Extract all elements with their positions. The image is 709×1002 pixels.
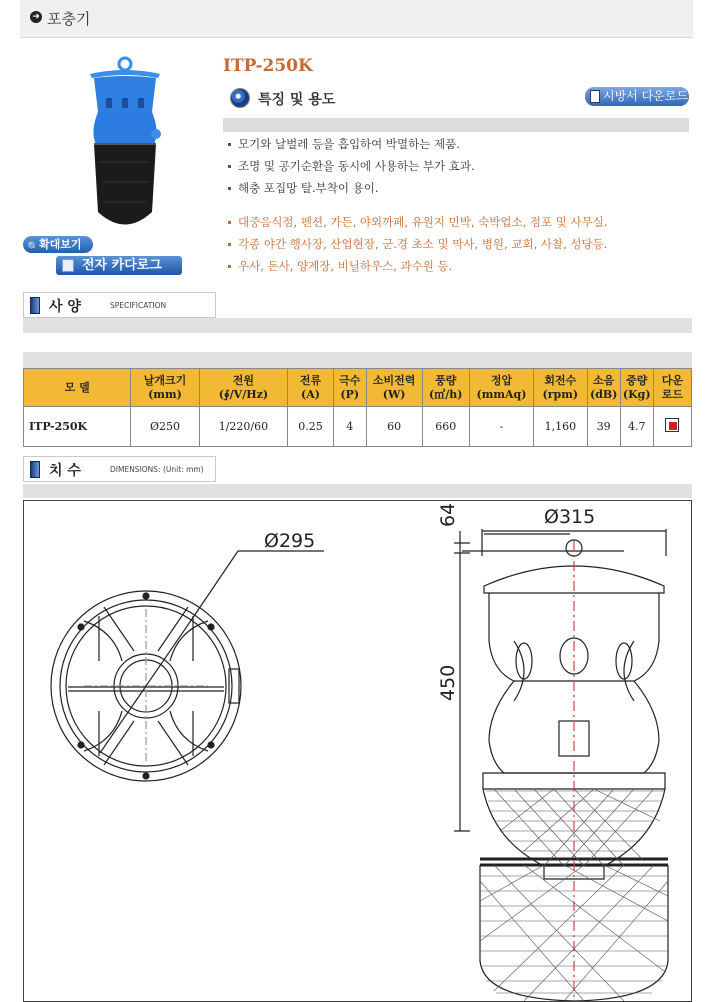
features-list	[228, 133, 475, 199]
cell-current: 0.25	[288, 407, 333, 447]
list-item: 조명 및 공기순환을 동시에 사용하는 부가 효과.	[228, 155, 475, 177]
magnifier-icon: 🔍	[27, 242, 40, 253]
top-view-diameter: Ø295	[264, 530, 316, 552]
spec-table	[23, 368, 692, 447]
body-height-dim: 450	[437, 664, 459, 701]
zoom-label: 확대보기	[39, 238, 82, 251]
catalog-icon	[62, 259, 74, 272]
cell-download[interactable]	[653, 407, 691, 447]
section-bar-icon	[30, 297, 40, 314]
th-rpm: 회전수 (rpm)	[533, 369, 587, 407]
cell-poles: 4	[333, 407, 366, 447]
top-height-dim: 64	[437, 502, 459, 527]
circle-arrow-right-icon: ➜	[30, 11, 42, 23]
zoom-button[interactable]	[23, 236, 93, 253]
spec-download-label: 시방서 다운로드	[603, 89, 688, 103]
list-item: 대중음식점, 펜션, 가든, 야외까페, 유원지 민박, 숙박업소, 점포 및 사무실.	[228, 211, 608, 233]
spec-download-button[interactable]	[585, 87, 689, 106]
dim-section-title: 치 수	[49, 463, 81, 479]
e-catalog-button[interactable]	[56, 256, 182, 275]
list-item: 모기와 날벌레 등을 흡입하여 박멸하는 제품.	[228, 133, 475, 155]
table-row	[24, 407, 692, 447]
section-bar-icon	[30, 461, 40, 478]
th-poles: 극수 (P)	[333, 369, 366, 407]
th-noise: 소음 (dB)	[587, 369, 620, 407]
dim-section-subtitle: DIMENSIONS: (Unit: mm)	[110, 465, 204, 474]
features-divider	[223, 118, 689, 132]
list-item: 해충 포집망 탈.부착이 용이.	[228, 177, 475, 199]
th-blade: 날개크기 (mm)	[131, 369, 199, 407]
spec-band	[23, 318, 692, 333]
th-model: 모 델	[24, 369, 131, 407]
th-consumption: 소비전력 (W)	[366, 369, 422, 407]
page-title: 포충기	[47, 10, 91, 28]
th-power: 전원 (∮/V/Hz)	[199, 369, 288, 407]
th-current: 전류 (A)	[288, 369, 333, 407]
spec-section-subtitle: SPECIFICATION	[110, 301, 167, 310]
cell-pressure: -	[469, 407, 533, 447]
side-view-diameter: Ø315	[544, 506, 596, 528]
cell-model: ITP-250K	[24, 407, 131, 447]
model-title: ITP-250K	[223, 56, 313, 76]
features-title: 특징 및 용도	[258, 92, 336, 108]
cell-airflow: 660	[422, 407, 469, 447]
download-icon[interactable]	[665, 418, 679, 432]
cell-blade: Ø250	[131, 407, 199, 447]
drawing-svg	[24, 501, 691, 1001]
cell-power: 1/220/60	[199, 407, 288, 447]
dim-section-head	[23, 456, 216, 482]
cell-rpm: 1,160	[533, 407, 587, 447]
spec-section-title: 사 양	[49, 299, 81, 315]
table-header-row	[24, 369, 692, 407]
cell-noise: 39	[587, 407, 620, 447]
side-view	[454, 529, 668, 1001]
th-weight: 중량 (Kg)	[620, 369, 653, 407]
product-image	[80, 52, 170, 237]
dimension-drawing	[23, 500, 692, 1002]
catalog-label: 전자 카다로그	[82, 258, 162, 273]
cell-consumption: 60	[366, 407, 422, 447]
top-view	[51, 551, 324, 781]
list-item: 각종 야간 행사장, 산업현장, 군.경 초소 및 막사, 병원, 교회, 사찰, 성당등.	[228, 233, 608, 255]
th-pressure: 정압 (mmAq)	[469, 369, 533, 407]
list-item: 우사, 돈사, 양계장, 비닐하우스, 과수원 등.	[228, 255, 608, 277]
lens-icon	[230, 88, 250, 108]
table-top-band	[23, 352, 692, 368]
th-download: 다운 로드	[653, 369, 691, 407]
uses-list	[228, 211, 608, 277]
th-airflow: 풍량 (㎥/h)	[422, 369, 469, 407]
document-icon	[590, 90, 600, 103]
spec-section-head	[23, 292, 216, 318]
page-header	[20, 0, 693, 38]
cell-weight: 4.7	[620, 407, 653, 447]
dim-band	[23, 484, 692, 498]
